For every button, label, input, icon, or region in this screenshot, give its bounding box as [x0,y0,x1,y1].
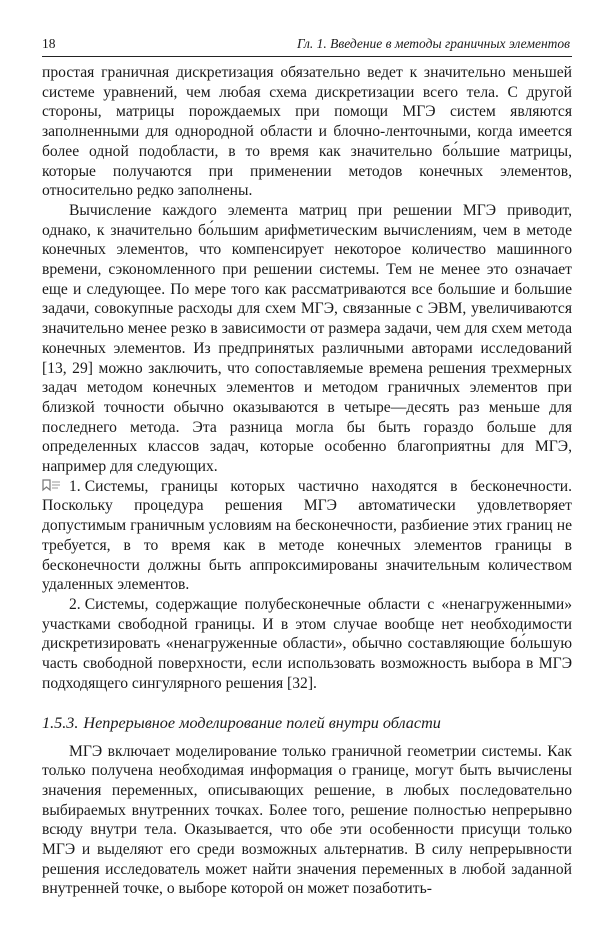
section-title: Непрерывное моделирование полей внутри области [83,713,441,732]
list-item [42,477,572,595]
list-item-number: 1. [69,477,81,495]
section-number: 1.5.3. [42,713,79,732]
paragraph: МГЭ включает моделирование только граничной геометрии системы. Как только получена необходимая информация о границе, могут быть вычислены значения переменных, описывающих решение, в любых последовательно выбираемых внутренних точках. Более того, решение полностью непрерывно всюду внутри тела. Оказывается, что обе эти особенности присущи только МГЭ и выделяют его среди возможных альтернатив. В силу непрерывности решения исследователь может найти значения переменных в любой заданной внутренней точке, о выборе которой он может позаботить- [42,742,572,898]
list-item-text: Системы, содержащие полубесконечные области с «ненагруженными» участками свободной границы. И в этом случае вообще нет необходимости дискретизировать «ненагруженные области», обычно составляющие бо́льшую часть свободной поверхности, если использовать возможность выбора в МГЭ подходящего сингулярного решения [32]. [42,595,572,692]
list-item [42,595,572,694]
page-number: 18 [42,36,56,51]
body-text [42,63,572,899]
paragraph-continued: простая граничная дискретизация обязательно ведет к значительно меньшей системе уравнений, чем любая схема дискретизации всего тела. С другой стороны, матрицы порождаемых при помощи МГЭ систем являются заполненными для однородной области и блочно-ленточными, когда имеется более одной подобласти, в то время как значительно бо́льшие матрицы, которые получаются при применении методов конечных элементов, относительно редко заполнены. [42,64,572,200]
paragraph: Вычисление каждого элемента матриц при решении МГЭ приводит, однако, к значительно бо́льшим арифметическим вычислениям, чем в методе конечных элементов, что компенсирует некоторое количество машинного времени, сэкономленного при решении системы. Тем не менее это означает еще и следующее. По мере того как рассматриваются все большие и большие задачи, совокупные расходы для схем МГЭ, связанные с ЭВМ, увеличиваются значительно менее резко в зависимости от размера задачи, чем для схем метода конечных элементов. Из предпринятых различными авторами исследований [13, 29] можно заключить, что сопоставляемые времена решения трехмерных задач методом конечных элементов и методом граничных элементов при близкой точности обычно оказываются в четыре—десять раз меньше для последнего метода. Эта разница могла бы быть гораздо больше для определенных классов задач, которые особенно благоприятны для МГЭ, например для следующих. [42,201,572,476]
running-title: Гл. 1. Введение в методы граничных элементов [296,36,570,51]
bookmark-icon[interactable] [42,478,62,492]
section-heading [42,713,572,733]
book-page [42,36,572,899]
list-item-number: 2. [69,595,81,613]
list-item-text: Системы, границы которых частично находятся в бесконечности. Поскольку процедура решения МГЭ автоматически удовлетворяет допустимым граничным условиям на бесконечности, разбиение этих границ не требуется, в то время как в методе конечных элементов границы в бесконечности должны быть аппроксимированы значительным количеством удаленных элементов. [42,477,572,594]
running-head [42,36,572,57]
